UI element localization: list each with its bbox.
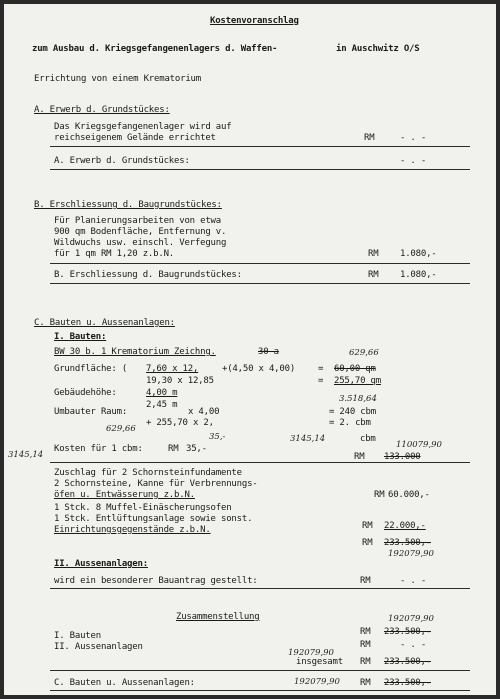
summary-i-amount: 233.500,- — [384, 627, 431, 637]
summary-i-label: I. Bauten — [54, 631, 101, 641]
doc-subtitle-left: zum Ausbau d. Kriegsgefangenenlagers d. Waffen- — [32, 44, 278, 54]
summary-ii-rm: RM — [360, 640, 371, 650]
section-a-total-amount: - . - — [400, 156, 427, 166]
aussen-amount: - . - — [400, 576, 427, 586]
divider — [50, 146, 470, 147]
height-label: Gebäudehöhe: — [54, 388, 117, 398]
ground-value-1: 7,60 x 12, — [146, 364, 199, 374]
section-b-line1: Für Planierungsarbeiten von etwa — [54, 216, 221, 226]
aussen-text: wird ein besonderer Bauantrag gestellt: — [54, 576, 258, 586]
summary-total-label: insgesamt — [296, 657, 343, 667]
section-a-amount: - . - — [400, 133, 427, 143]
doc-title: Kostenvoranschlag — [210, 16, 299, 26]
summary-ii-amount: - . - — [400, 640, 427, 650]
zuschlag-line5: 1 Stck. Entlüftungsanlage sowie sonst. — [54, 514, 253, 524]
document-page — [4, 4, 496, 695]
handwritten-note: 192079,90 — [294, 677, 340, 687]
section-c-sub1: I. Bauten: — [54, 332, 107, 342]
section-c-sub2: II. Aussenanlagen: — [54, 559, 148, 569]
volume-result-1: = 240 cbm — [329, 407, 376, 417]
doc-subtitle-right: in Auschwitz O/S — [336, 44, 420, 54]
handwritten-note: 35,- — [209, 432, 226, 442]
section-a-heading: A. Erwerb d. Grundstückes: — [34, 105, 170, 115]
zuschlag-line1: Zuschlag für 2 Schornsteinfundamente — [54, 468, 242, 478]
volume-value-2: + 255,70 x 2, — [146, 418, 214, 428]
section-b-rm: RM — [368, 249, 379, 259]
zuschlag-line2: 2 Schornsteine, Kanne für Verbrennungs- — [54, 479, 258, 489]
doc-subject: Errichtung von einem Krematorium — [34, 74, 201, 84]
section-c-heading: C. Bauten u. Aussenanlagen: — [34, 318, 175, 328]
volume-value-1: x 4,00 — [188, 407, 220, 417]
section-a-line2: reichseigenem Gelände errichtet — [54, 133, 216, 143]
handwritten-note: 629,66 — [106, 424, 136, 434]
summary-total-amount: 233.500,- — [384, 657, 431, 667]
ground-eq-1: = — [318, 364, 324, 374]
zuschlag-amount: 60.000,- — [388, 490, 430, 500]
ground-result-2: 255,70 qm — [334, 376, 381, 386]
summary-c-amount: 233.500,- — [384, 678, 431, 688]
zuschlag-amount2: 22.000,- — [384, 521, 426, 531]
aussen-rm: RM — [360, 576, 371, 586]
ground-value-1b: +(4,50 x 4,00) — [222, 364, 296, 374]
height-value-2: 2,45 m — [146, 400, 178, 410]
handwritten-note: 110079,90 — [396, 440, 442, 450]
volume-total: cbm — [360, 434, 376, 444]
ground-result-1: 60,00 qm — [334, 364, 376, 374]
section-b-line2: 900 qm Bodenfläche, Entfernung v. — [54, 227, 227, 237]
divider — [50, 263, 470, 264]
zuschlag-line3: öfen u. Entwässerung z.b.N. — [54, 490, 195, 500]
zuschlag-line6: Einrichtungsgegenstände z.b.N. — [54, 525, 211, 535]
section-a-rm: RM — [364, 133, 375, 143]
zuschlag-line4: 1 Stck. 8 Muffel-Einäscherungsofen — [54, 503, 232, 513]
divider — [50, 462, 470, 463]
section-b-total-rm: RM — [368, 270, 379, 280]
divider — [50, 670, 470, 671]
handwritten-note: 192079,90 — [388, 549, 434, 559]
section-b-total-label: B. Erschliessung d. Baugrundstückes: — [54, 270, 242, 280]
bw-line: BW 30 b. 1 Krematorium Zeichng. — [54, 347, 216, 357]
bw-strike: 30 a — [258, 347, 279, 357]
ground-label: Grundfläche: ( — [54, 364, 128, 374]
section-a-line1: Das Kriegsgefangenenlager wird auf — [54, 122, 232, 132]
cost-rm: RM — [168, 444, 179, 454]
handwritten-note: 629,66 — [349, 348, 379, 358]
height-value-1: 4,00 m — [146, 388, 178, 398]
cost-value: 35,- — [186, 444, 207, 454]
divider — [50, 690, 470, 691]
summary-ii-label: II. Aussenanlagen — [54, 642, 143, 652]
divider — [50, 588, 470, 589]
section-b-line3: Wildwuchs usw. einschl. Verfegung — [54, 238, 227, 248]
section-a-total-label: A. Erwerb d. Grundstückes: — [54, 156, 190, 166]
summary-i-rm: RM — [360, 627, 371, 637]
section-b-heading: B. Erschliessung d. Baugrundstückes: — [34, 200, 222, 210]
section-b-total-amount: 1.080,- — [400, 270, 437, 280]
summary-c-rm: RM — [360, 678, 371, 688]
handwritten-note: 3.518,64 — [339, 394, 377, 404]
zuschlag-rm3: RM — [362, 538, 373, 548]
summary-heading: Zusammenstellung — [176, 612, 260, 622]
rm-big: RM — [354, 452, 365, 462]
section-b-amount: 1.080,- — [400, 249, 437, 259]
summary-c-label: C. Bauten u. Aussenanlagen: — [54, 678, 195, 688]
ground-value-2: 19,30 x 12,85 — [146, 376, 214, 386]
section-b-line4: für 1 qm RM 1,20 z.b.N. — [54, 249, 175, 259]
handwritten-note: 192079,90 — [288, 648, 334, 658]
volume-label: Umbauter Raum: — [54, 407, 128, 417]
summary-total-rm: RM — [360, 657, 371, 667]
divider — [50, 169, 470, 170]
divider — [50, 283, 470, 284]
ground-eq-2: = — [318, 376, 324, 386]
cost-label: Kosten für 1 cbm: — [54, 444, 143, 454]
rm-big-strike: 133.000 — [384, 452, 421, 462]
handwritten-note: 3145,14 — [8, 450, 44, 460]
zuschlag-amount3: 233.500,- — [384, 538, 431, 548]
zuschlag-rm: RM — [374, 490, 385, 500]
handwritten-note: 192079,90 — [388, 614, 434, 624]
handwritten-note: 3145,14 — [290, 434, 326, 444]
zuschlag-rm2: RM — [362, 521, 373, 531]
volume-result-2: = 2. cbm — [329, 418, 371, 428]
